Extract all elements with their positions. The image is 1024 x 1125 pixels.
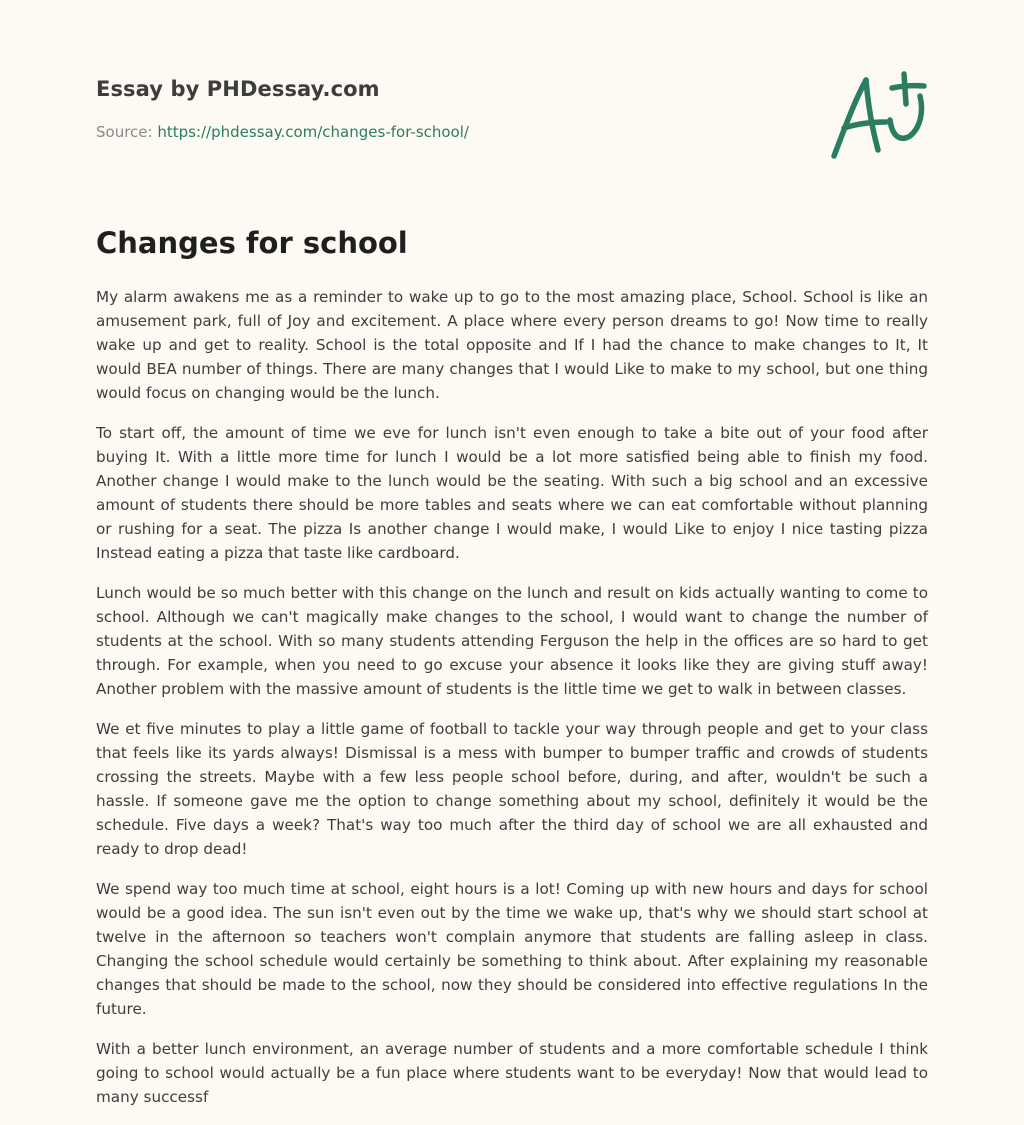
essay-body	[96, 285, 928, 1125]
essay-paragraph-6: With a better lunch environment, an average number of students and a more comfortable schedule I think going to school would actually be a fun place where students want to be everyday! Now that would lead to many successf	[96, 1040, 928, 1106]
source-link[interactable]: https://phdessay.com/changes-for-school/	[157, 123, 469, 141]
source-line	[96, 123, 469, 141]
essay-paragraph-5: We spend way too much time at school, eight hours is a lot! Coming up with new hours and days for school would be a good idea. The sun isn't even out by the time we wake up, that's why we should start school at twelve in the afternoon so teachers won't complain anymore that students are falling asleep in class. Changing the school schedule would certainly be something to think about. After explaining my reasonable changes that should be made to the school, now they should be considered into effective regulations In the future.	[96, 880, 928, 1018]
essay-paragraph-4: We et five minutes to play a little game of football to tackle your way through people and get to your class that feels like its yards always! Dismissal is a mess with bumper to bumper traffic and crowds of students crossing the streets. Maybe with a few less people school before, during, and after, wouldn't be such a hassle. If someone gave me the option to change something about my school, definitely it would be the schedule. Five days a week? That's way too much after the third day of school we are all exhausted and ready to drop dead!	[96, 720, 928, 858]
a-plus-grade-icon	[828, 70, 928, 162]
source-label: Source:	[96, 123, 158, 141]
essay-paragraph-3: Lunch would be so much better with this change on the lunch and result on kids actually wanting to come to school. Although we can't magically make changes to the school, I would want to change the number of students at the school. With so many students attending Ferguson the help in the offices are so hard to get through. For example, when you need to go excuse your absence it looks like they are giving stuff away! Another problem with the massive amount of students is the little time we get to walk in between classes.	[96, 584, 928, 698]
essay-title: Changes for school	[96, 226, 408, 260]
essay-paragraph-1: My alarm awakens me as a reminder to wake up to go to the most amazing place, School. School is like an amusement park, full of Joy and excitement. A place where every person dreams to go! Now time to really wake up and get to reality. School is the total opposite and If I had the chance to make changes to It, It would BEA number of things. There are many changes that I would Like to make to my school, but one thing would focus on changing would be the lunch.	[96, 288, 928, 402]
essay-paragraph-2: To start off, the amount of time we eve for lunch isn't even enough to take a bite out of your food after buying It. With a little more time for lunch I would be a lot more satisfied being able to finish my food. Another change I would make to the lunch would be the seating. With such a big school and an excessive amount of students there should be more tables and seats where we can eat comfortable without planning or rushing for a seat. The pizza Is another change I would make, I would Like to enjoy I nice tasting pizza Instead eating a pizza that taste like cardboard.	[96, 424, 928, 562]
essay-page	[96, 0, 928, 1106]
site-title: Essay by PHDessay.com	[96, 77, 380, 101]
page-header	[96, 75, 928, 175]
